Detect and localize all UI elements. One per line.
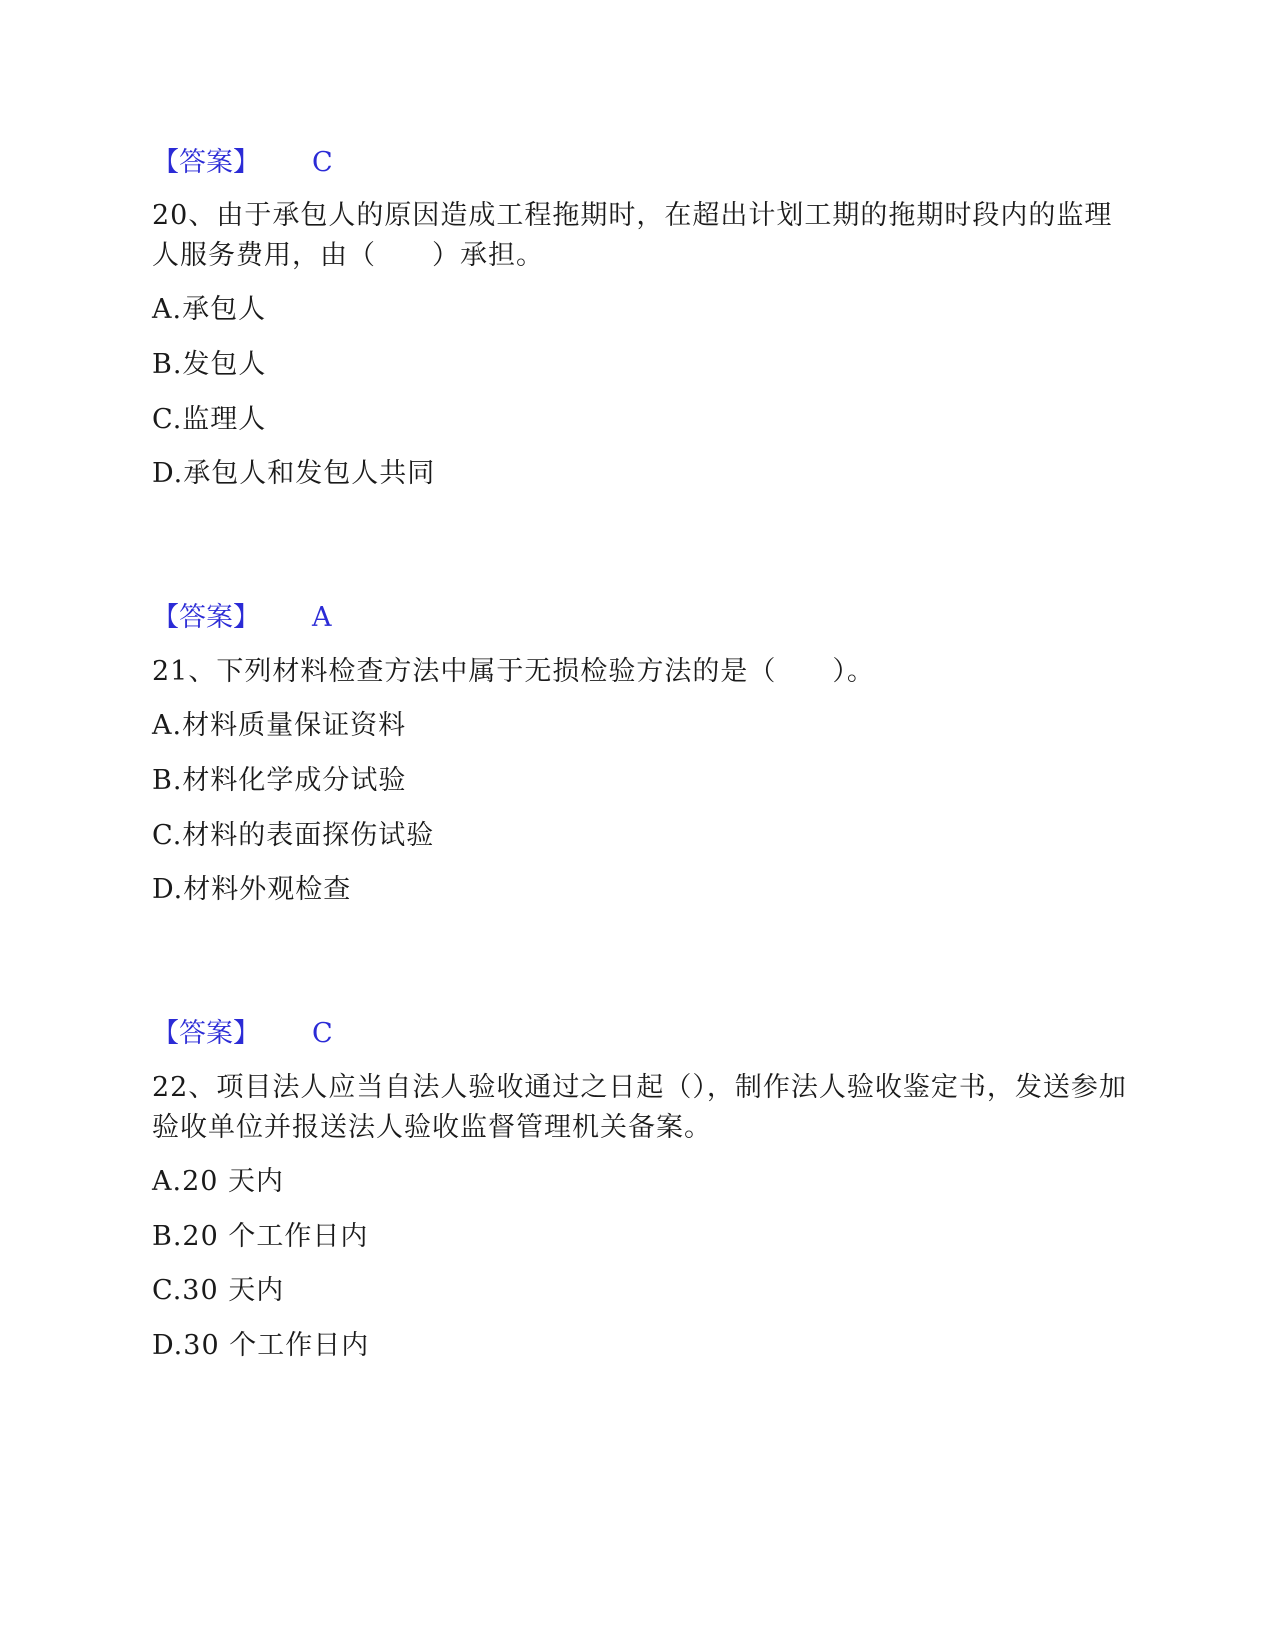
question-22-option-a: A.20 天内 xyxy=(152,1166,285,1197)
answer-label: 【答案】 xyxy=(152,602,260,633)
question-22-option-c: C.30 天内 xyxy=(152,1275,285,1306)
question-22-option-d: D.30 个工作日内 xyxy=(152,1330,370,1361)
question-20-option-d: D.承包人和发包人共同 xyxy=(152,458,436,489)
question-20-text: 20、由于承包人的原因造成工程拖期时，在超出计划工期的拖期时段内的监理人服务费用，由（ ）承担。 xyxy=(152,200,1113,271)
answer-label: 【答案】 xyxy=(152,147,260,178)
question-22-text: 22、项目法人应当自法人验收通过之日起（），制作法人验收鉴定书，发送参加验收单位并报送法人验收监督管理机关备案。 xyxy=(152,1072,1127,1143)
answer-value: C xyxy=(312,1018,333,1049)
question-21-text: 21、下列材料检查方法中属于无损检验方法的是（ ）。 xyxy=(152,656,875,687)
answer-line-21 xyxy=(152,1017,333,1051)
answer-label: 【答案】 xyxy=(152,1018,260,1049)
question-20-option-c: C.监理人 xyxy=(152,404,267,435)
question-22-option-b: B.20 个工作日内 xyxy=(152,1221,369,1252)
answer-line-20 xyxy=(152,601,332,635)
question-20-option-b: B.发包人 xyxy=(152,349,267,380)
question-20-option-a: A.承包人 xyxy=(152,294,267,325)
answer-value: A xyxy=(312,602,332,633)
answer-value: C xyxy=(312,147,333,178)
question-21-option-c: C.材料的表面探伤试验 xyxy=(152,820,435,851)
question-21-option-d: D.材料外观检查 xyxy=(152,874,352,905)
question-21-option-a: A.材料质量保证资料 xyxy=(152,710,407,741)
answer-line-19 xyxy=(152,146,333,180)
question-21-option-b: B.材料化学成分试验 xyxy=(152,765,407,796)
